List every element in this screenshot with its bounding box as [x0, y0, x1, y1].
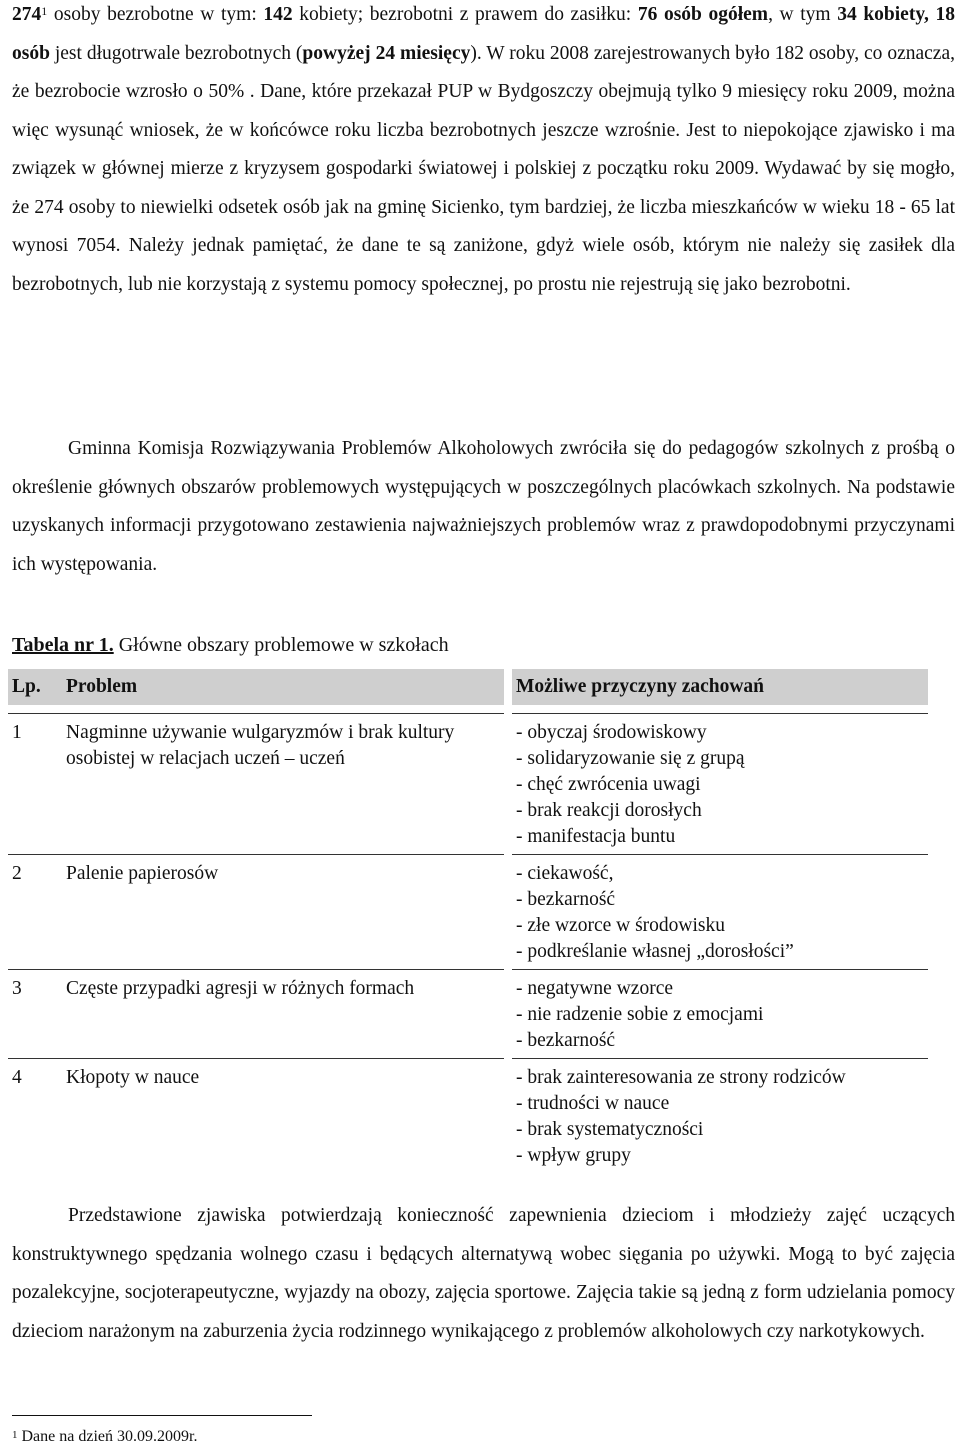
text-run: ). W roku 2008 zarejestrowanych było 182 osoby, co oznacza, że bezrobocie wzrosło o 50% . Dane, które przekazał PUP w Bydgoszczy obejmują tylko 9 miesięcy roku 2009, można więc wysunąć wniosek, że w końcówce roku liczba bezrobotnych jeszcze wzrośnie. Jest to niepokojące zjawisko i ma związek w głównej mierze z kryzysem gospodarki światowej i polskiej z początku roku 2009. Wydawać by się mogło, że 274 osoby to niewielki odsetek osób jak na gminę Sicienko, tym bardziej, że liczba mieszkańców w wieku 18 - 65 lat wynosi 7054. Należy jednak pamiętać, że dane te są zaniżone, gdyż wiele osób, którym nie należy się zasiłek dla bezrobotnych, lub nie korzystają z systemu pomocy społecznej, po prostu nie rejestrują się jako bezrobotni. — [12, 42, 955, 295]
header-problem: Problem — [62, 669, 504, 705]
table-row — [8, 1059, 928, 1174]
row-lp: 4 — [8, 1059, 62, 1174]
row-lp: 3 — [8, 970, 62, 1059]
cause-item: - złe wzorce w środowisku — [516, 915, 726, 936]
table-header-row — [8, 669, 928, 705]
unemployed-count: 274 — [12, 4, 42, 25]
text-run: jest długotrwale bezrobotnych ( — [49, 42, 303, 64]
cause-item: - brak reakcji dorosłych — [516, 800, 702, 821]
table-caption-text: Główne obszary problemowe w szkołach — [113, 634, 449, 656]
row-problem: Kłopoty w nauce — [62, 1059, 504, 1174]
row-gap — [504, 855, 512, 970]
row-lp: 2 — [8, 855, 62, 970]
table-caption — [12, 631, 449, 659]
text-run: kobiety; bezrobotni z prawem do zasiłku: — [292, 4, 638, 25]
footnote-mark: 1 — [12, 1429, 18, 1441]
row-problem: Palenie papierosów — [62, 855, 504, 970]
row-problem: Częste przypadki agresji w różnych formach — [62, 970, 504, 1059]
longterm-period: powyżej 24 miesięcy — [302, 42, 471, 64]
table-row — [8, 714, 928, 855]
cause-item: - trudności w nauce — [516, 1093, 670, 1114]
footnote — [12, 1420, 197, 1454]
text-run: osoby bezrobotne w tym: — [47, 4, 264, 25]
row-causes — [512, 970, 928, 1059]
cause-item: - brak systematyczności — [516, 1119, 704, 1140]
footnote-divider — [12, 1415, 312, 1416]
cause-item: - obyczaj środowiskowy — [516, 722, 707, 743]
paragraph-conclusion-text: Przedstawione zjawiska potwierdzają konieczność zapewnienia dzieciom i młodzieży zajęć uczących konstruktywnego spędzania wolnego czasu i będących alternatywą wobec sięgania po używki. Mogą to być zajęcia pozalekcyjne, socjoterapeutyczne, wyjazdy na obozy, zajęcia sportowe. Zajęcia takie są jedną z form udzielania pomocy dzieciom narażonym na zaburzenia życia rodzinnego wynikającego z problemów alkoholowych czy narkotykowych. — [12, 1205, 955, 1342]
row-gap — [504, 1059, 512, 1174]
footnote-ref: 1 — [41, 4, 48, 18]
cause-item: - bezkarność — [516, 889, 616, 910]
cause-item: - manifestacja buntu — [516, 826, 676, 847]
row-causes — [512, 855, 928, 970]
row-causes — [512, 714, 928, 855]
table-row — [8, 855, 928, 970]
problems-table — [8, 669, 928, 1173]
table-row — [8, 970, 928, 1059]
cause-item: - chęć zwrócenia uwagi — [516, 774, 701, 795]
table-body — [8, 714, 928, 1174]
cause-item: - nie radzenie sobie z emocjami — [516, 1004, 764, 1025]
cause-item: - wpływ grupy — [516, 1145, 631, 1166]
row-gap — [504, 714, 512, 855]
table-caption-label: Tabela nr 1. — [12, 634, 114, 656]
paragraph-commission-text: Gminna Komisja Rozwiązywania Problemów Alkoholowych zwróciła się do pedagogów szkolnych z prośbą o określenie głównych obszarów problemowych występujących w poszczególnych placówkach szkolnych. Na podstawie uzyskanych informacji przygotowano zestawienia najważniejszych problemów wraz z prawdopodobnymi przyczynami ich występowania. — [12, 438, 955, 575]
header-causes: Możliwe przyczyny zachowań — [512, 669, 928, 705]
footnote-text: Dane na dzień 30.09.2009r. — [17, 1428, 198, 1445]
women-count: 142 — [263, 4, 293, 25]
longterm-count: 34 kobiety, 18 osób — [12, 4, 955, 64]
header-lp: Lp. — [8, 669, 62, 705]
cause-item: - solidaryzowanie się z grupą — [516, 748, 745, 769]
cause-item: - negatywne wzorce — [516, 978, 673, 999]
header-gap — [504, 669, 512, 705]
row-lp: 1 — [8, 714, 62, 855]
cause-item: - brak zainteresowania ze strony rodziców — [516, 1067, 846, 1088]
row-causes — [512, 1059, 928, 1174]
benefit-total: 76 osób ogółem — [637, 4, 769, 25]
row-gap — [504, 970, 512, 1059]
cause-item: - podkreślanie własnej „dorosłości” — [516, 941, 794, 962]
row-problem: Nagminne używanie wulgaryzmów i brak kultury osobistej w relacjach uczeń – uczeń — [62, 714, 504, 855]
paragraph-unemployment — [12, 0, 955, 304]
paragraph-commission — [12, 430, 955, 584]
cause-item: - ciekawość, — [516, 863, 614, 884]
paragraph-conclusion — [12, 1197, 955, 1351]
text-run: , w tym — [768, 4, 838, 25]
cause-item: - bezkarność — [516, 1030, 616, 1051]
